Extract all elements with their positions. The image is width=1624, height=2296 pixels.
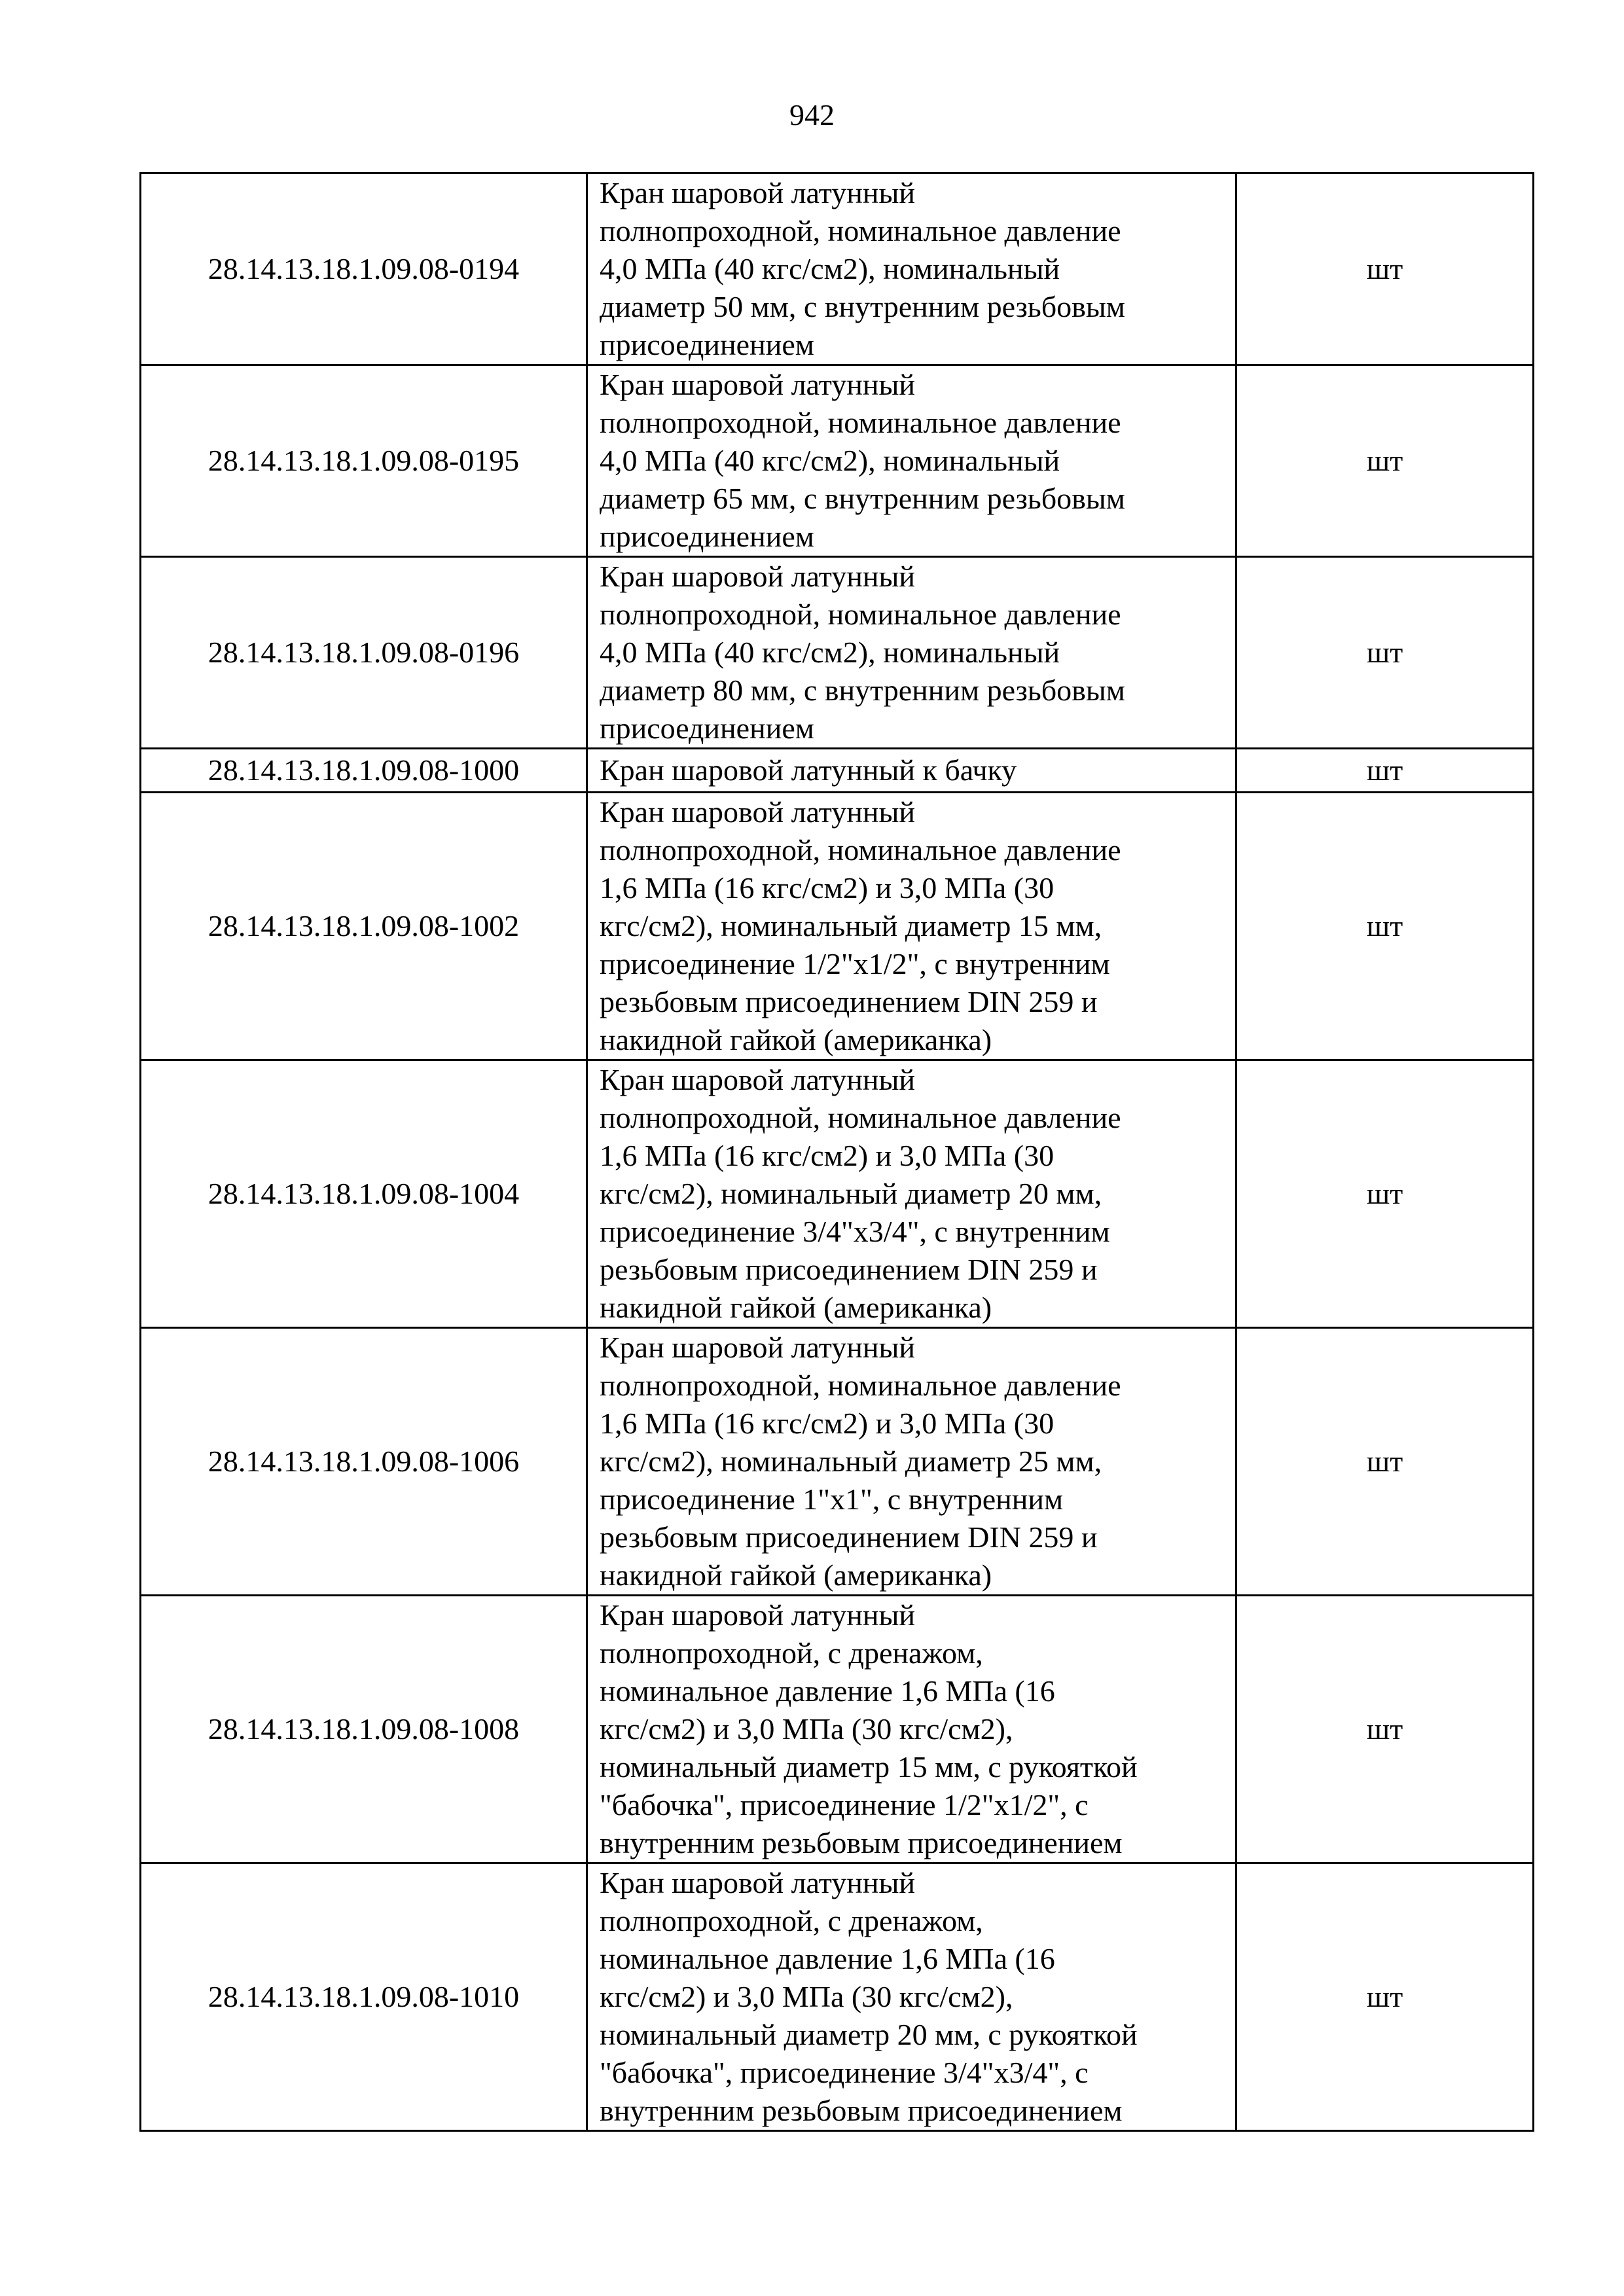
table-row xyxy=(141,793,1534,1060)
item-code: 28.14.13.18.1.09.08-1008 xyxy=(141,1596,587,1863)
items-table xyxy=(139,172,1534,2132)
table-row xyxy=(141,365,1534,557)
table-row xyxy=(141,1596,1534,1863)
item-code: 28.14.13.18.1.09.08-0194 xyxy=(141,173,587,365)
item-code: 28.14.13.18.1.09.08-1002 xyxy=(141,793,587,1060)
item-unit: шт xyxy=(1236,173,1534,365)
item-code: 28.14.13.18.1.09.08-0195 xyxy=(141,365,587,557)
item-code: 28.14.13.18.1.09.08-1000 xyxy=(141,749,587,793)
item-description: Кран шаровой латунный полнопроходной, номинальное давление 1,6 МПа (16 кгс/см2) и 3,0 МПа (30 кгс/см2), номинальный диаметр 20 мм, присоединение 3/4"x3/4", с внутренним резьбовым присоединением DIN 259 и накидной гайкой (американка) xyxy=(587,1060,1236,1328)
table-row xyxy=(141,1863,1534,2131)
item-description: Кран шаровой латунный полнопроходной, с дренажом, номинальное давление 1,6 МПа (16 кгс/см2) и 3,0 МПа (30 кгс/см2), номинальный диаметр 20 мм, с рукояткой "бабочка", присоединение 3/4"x3/4", с внутренним резьбовым присоединением xyxy=(587,1863,1236,2131)
item-unit: шт xyxy=(1236,793,1534,1060)
item-code: 28.14.13.18.1.09.08-1006 xyxy=(141,1328,587,1596)
table-row xyxy=(141,1328,1534,1596)
item-description: Кран шаровой латунный к бачку xyxy=(587,749,1236,793)
table-row xyxy=(141,173,1534,365)
item-description: Кран шаровой латунный полнопроходной, номинальное давление 4,0 МПа (40 кгс/см2), номинальный диаметр 50 мм, с внутренним резьбовым присоединением xyxy=(587,173,1236,365)
item-unit: шт xyxy=(1236,365,1534,557)
item-description: Кран шаровой латунный полнопроходной, номинальное давление 1,6 МПа (16 кгс/см2) и 3,0 МПа (30 кгс/см2), номинальный диаметр 25 мм, присоединение 1"x1", с внутренним резьбовым присоединением DIN 259 и накидной гайкой (американка) xyxy=(587,1328,1236,1596)
item-unit: шт xyxy=(1236,557,1534,749)
item-code: 28.14.13.18.1.09.08-0196 xyxy=(141,557,587,749)
table-row xyxy=(141,749,1534,793)
page-number: 942 xyxy=(789,98,835,132)
item-unit: шт xyxy=(1236,1596,1534,1863)
item-description: Кран шаровой латунный полнопроходной, номинальное давление 1,6 МПа (16 кгс/см2) и 3,0 МПа (30 кгс/см2), номинальный диаметр 15 мм, присоединение 1/2"x1/2", с внутренним резьбовым присоединением DIN 259 и накидной гайкой (американка) xyxy=(587,793,1236,1060)
item-description: Кран шаровой латунный полнопроходной, номинальное давление 4,0 МПа (40 кгс/см2), номинальный диаметр 65 мм, с внутренним резьбовым присоединением xyxy=(587,365,1236,557)
item-code: 28.14.13.18.1.09.08-1004 xyxy=(141,1060,587,1328)
item-unit: шт xyxy=(1236,1328,1534,1596)
table-row xyxy=(141,557,1534,749)
item-unit: шт xyxy=(1236,749,1534,793)
item-unit: шт xyxy=(1236,1863,1534,2131)
item-code: 28.14.13.18.1.09.08-1010 xyxy=(141,1863,587,2131)
item-unit: шт xyxy=(1236,1060,1534,1328)
item-description: Кран шаровой латунный полнопроходной, с дренажом, номинальное давление 1,6 МПа (16 кгс/см2) и 3,0 МПа (30 кгс/см2), номинальный диаметр 15 мм, с рукояткой "бабочка", присоединение 1/2"x1/2", с внутренним резьбовым присоединением xyxy=(587,1596,1236,1863)
table-row xyxy=(141,1060,1534,1328)
item-description: Кран шаровой латунный полнопроходной, номинальное давление 4,0 МПа (40 кгс/см2), номинальный диаметр 80 мм, с внутренним резьбовым присоединением xyxy=(587,557,1236,749)
